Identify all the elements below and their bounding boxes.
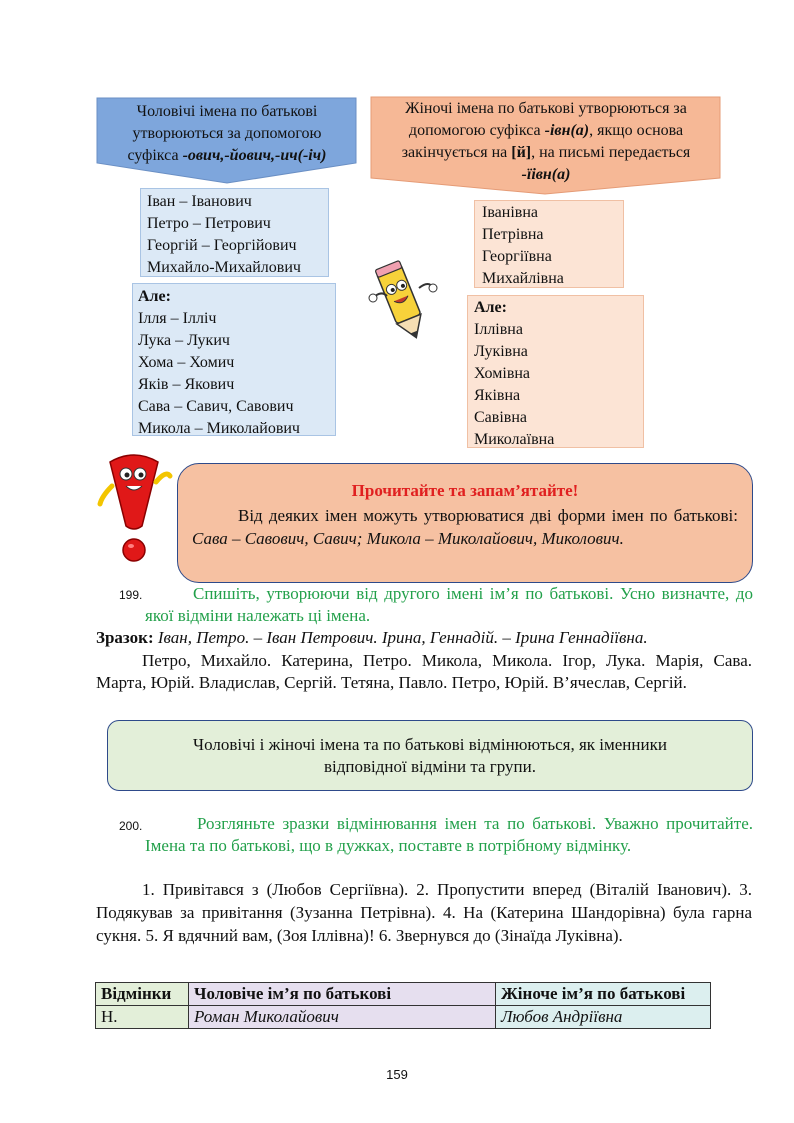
male-exception-item: Лука – Лукич: [138, 332, 230, 349]
female-exception-item: Іллівна: [474, 321, 523, 338]
declension-table: [95, 982, 711, 1029]
note-title: Прочитайте та запам’ятайте!: [351, 481, 579, 500]
male-example-item: Петро – Петрович: [147, 215, 271, 232]
male-exception-item: Ілля – Ілліч: [138, 310, 217, 327]
male-header-line1: Чоловічі імена по батькові: [136, 103, 318, 120]
rule-line1: Чоловічі і жіночі імена та по батькові відмінюються, як іменники: [193, 735, 667, 754]
table-cell-female: Любов Андріївна: [496, 1006, 711, 1029]
male-exception-item: Яків – Якович: [138, 376, 235, 393]
exercise-200-number: 200.: [119, 819, 143, 833]
male-header: [100, 101, 354, 167]
female-examples-box: [474, 200, 624, 288]
female-header-line1: Жіночі імена по батькові утворюються за: [405, 100, 687, 117]
note-text: Від деяких імен можуть утворюватися дві форми імен по батькові: Сава – Савович, Савич; Микола – Миколайович, Миколович.: [192, 506, 738, 548]
female-exception-item: Яківна: [474, 387, 521, 404]
exercise-199-sample: Зразок: Іван, Петро. – Іван Петрович. Ірина, Геннадій. – Ірина Геннадіївна.: [96, 628, 648, 647]
male-example-item: Іван – Іванович: [147, 193, 252, 210]
female-exception-item: Миколаївна: [474, 431, 555, 448]
rule-line2: відповідної відміни та групи.: [324, 757, 536, 776]
male-examples-box: [140, 188, 329, 277]
table-cell-male: Роман Миколайович: [189, 1006, 496, 1029]
note-box: [177, 463, 753, 583]
female-exceptions-box: [467, 295, 644, 448]
table-header-case: Відмінки: [96, 983, 189, 1006]
female-example-item: Михайлівна: [482, 270, 564, 287]
male-exception-item: Сава – Савич, Савович: [138, 398, 294, 415]
female-exception-item: Луківна: [474, 343, 528, 360]
female-header-line3: закінчується на [й], на письмі передається: [401, 144, 691, 161]
table-header-female: Жіноче ім’я по батькові: [496, 983, 711, 1006]
table-header-male: Чоловіче ім’я по батькові: [189, 983, 496, 1006]
exercise-199-number: 199.: [119, 588, 143, 602]
exercise-200-body: 1. Привітався з (Любов Сергіївна). 2. Пропустити вперед (Віталій Іванович). 3. Подякував за привітання (Зузанна Петрівна). 4. На (Катерина Шандорівна) була гарна сукня. 5. Я вдячний вам, (Зоя Іллівна)! 6. Звернувся до (Зінаїда Луківна).: [96, 880, 752, 945]
female-header-line4: -їівн(а): [521, 166, 571, 183]
exercise-199-body: Петро, Михайло. Катерина, Петро. Микола, Микола. Ігор, Лука. Марія, Сава. Марта, Юрій. Владислав, Сергій. Тетяна, Павло. Петро, Юрій. В’ячеслав, Сергій.: [96, 651, 752, 692]
male-header-line3: суфікса -ович,-йович,-ич(-іч): [127, 147, 327, 164]
male-exceptions-box: [132, 283, 336, 436]
male-example-item: Георгій – Георгійович: [147, 237, 297, 254]
female-example-item: Петрівна: [482, 226, 544, 243]
page-number: 159: [386, 1067, 408, 1082]
female-header-line2: допомогою суфікса -івн(а), якщо основа: [408, 122, 684, 139]
male-exception-item: Микола – Миколайович: [138, 420, 300, 437]
pencil-mascot-icon: [367, 258, 439, 346]
male-exception-item: Хома – Хомич: [138, 354, 235, 371]
exercise-200-task: Розгляньте зразки відмінювання імен та по батькові. Уважно прочитайте. Імена та по батькові, що в дужках, поставте в потрібному відмінку.: [145, 814, 753, 855]
exercise-199-task: Спишіть, утворюючи від другого імені ім’я по батькові. Усно визначте, до якої відміни належать ці імена.: [145, 584, 753, 625]
table-header-row: [96, 983, 711, 1006]
exclamation-mascot-icon: [96, 452, 180, 564]
table-row: [96, 1006, 711, 1029]
female-exception-item: Хомівна: [474, 365, 531, 382]
female-example-item: Георгіївна: [482, 248, 552, 265]
male-example-item: Михайло-Михайлович: [147, 259, 301, 276]
male-header-line2: утворюються за допомогою: [132, 125, 322, 142]
female-exception-item: Савівна: [474, 409, 527, 426]
female-example-item: Іванівна: [482, 204, 538, 221]
rule-box: [107, 720, 753, 791]
table-cell-case: Н.: [96, 1006, 189, 1029]
female-exceptions-heading: Але:: [474, 299, 507, 316]
male-exceptions-heading: Але:: [138, 288, 171, 305]
female-header: [374, 98, 718, 186]
